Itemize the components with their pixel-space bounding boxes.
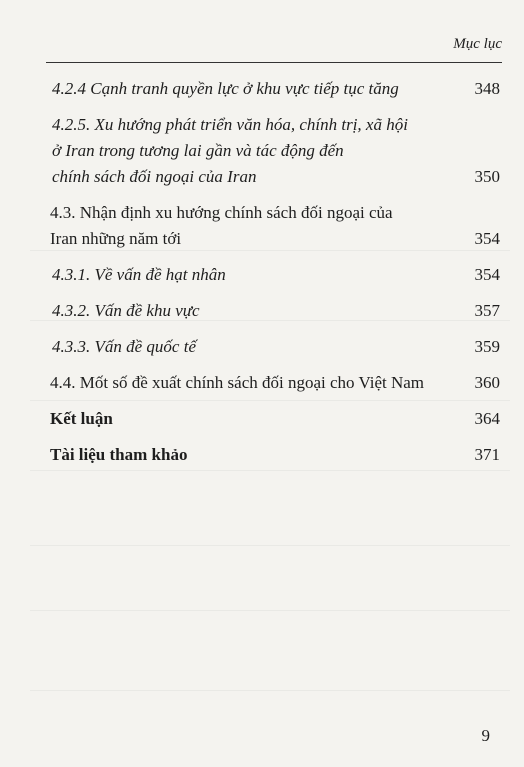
toc-entry-ket-luan[interactable] bbox=[50, 406, 500, 432]
toc-page-number: 354 bbox=[474, 229, 500, 248]
toc-line: 4.3.1. Về vấn đề hạt nhân bbox=[52, 265, 226, 284]
toc-entry-4-3-2[interactable] bbox=[52, 298, 500, 324]
toc-entry-title bbox=[52, 334, 500, 360]
toc-page-number: 348 bbox=[474, 79, 500, 98]
toc-entry-tai-lieu-tham-khao[interactable] bbox=[50, 442, 500, 468]
toc-line: Iran những năm tới bbox=[50, 229, 182, 248]
toc-entry-4-3-1[interactable] bbox=[52, 262, 500, 288]
header-rule bbox=[46, 62, 502, 63]
toc-entry-4-3[interactable] bbox=[50, 200, 500, 252]
toc-entry-title bbox=[50, 442, 500, 468]
page-number: 9 bbox=[481, 726, 490, 745]
toc-entry-title bbox=[52, 298, 500, 324]
toc-line: 4.3.3. Vấn đề quốc tế bbox=[52, 337, 196, 356]
toc-page-number: 359 bbox=[474, 337, 500, 356]
toc-entry-title bbox=[50, 370, 500, 396]
toc-entry-title bbox=[52, 262, 500, 288]
show-through-line bbox=[30, 610, 510, 611]
toc-line: chính sách đối ngoại của Iran bbox=[52, 167, 257, 186]
toc-line: ở Iran trong tương lai gần và tác động đến bbox=[52, 141, 344, 160]
toc-entry-title bbox=[52, 112, 500, 190]
running-header: Mục lục bbox=[453, 36, 502, 52]
toc-entry-4-4[interactable] bbox=[50, 370, 500, 396]
toc-page-number: 360 bbox=[474, 373, 500, 392]
toc-entry-title bbox=[52, 76, 500, 102]
table-of-contents bbox=[50, 76, 500, 478]
toc-line: 4.4. Mốt số đề xuất chính sách đối ngoại cho Việt Nam bbox=[50, 373, 425, 392]
toc-page-number: 371 bbox=[474, 445, 500, 464]
toc-line: 4.3. Nhận định xu hướng chính sách đối ngoại của bbox=[50, 203, 393, 222]
toc-entry-title bbox=[50, 200, 500, 252]
show-through-line bbox=[30, 545, 510, 546]
toc-line: Kết luận bbox=[50, 409, 113, 428]
toc-page-number: 364 bbox=[474, 409, 500, 428]
toc-line: 4.3.2. Vấn đề khu vực bbox=[52, 301, 200, 320]
toc-entry-4-2-4[interactable] bbox=[52, 76, 500, 102]
toc-page-number: 357 bbox=[474, 301, 500, 320]
show-through-line bbox=[30, 690, 510, 691]
toc-page-number: 354 bbox=[474, 265, 500, 284]
toc-page-number: 350 bbox=[474, 167, 500, 186]
toc-line: 4.2.5. Xu hướng phát triển văn hóa, chính trị, xã hội bbox=[52, 115, 408, 134]
toc-entry-title bbox=[50, 406, 500, 432]
toc-line: 4.2.4 Cạnh tranh quyền lực ở khu vực tiếp tục tăng bbox=[52, 79, 399, 98]
toc-entry-4-2-5[interactable] bbox=[52, 112, 500, 190]
toc-line: Tài liệu tham khảo bbox=[50, 445, 188, 464]
toc-entry-4-3-3[interactable] bbox=[52, 334, 500, 360]
